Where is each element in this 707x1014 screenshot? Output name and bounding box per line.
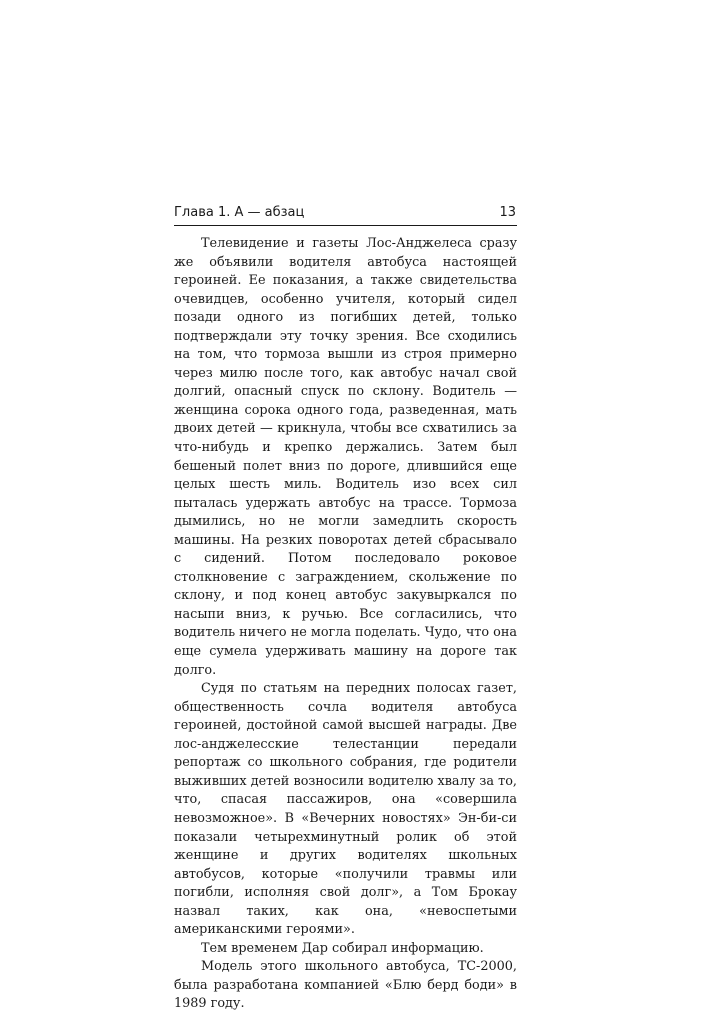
paragraph: Тем временем Дар собирал информацию. [201, 940, 484, 956]
running-header [174, 203, 517, 226]
paragraph: Судя по статьям на передних полосах газет, общественность сочла водителя автобуса героиней, достойной самой высшей награды. Две лос-анджелесские телестанции передали репортаж со школьного собрания, где родители выживших детей возносили водителю хвалу за то, что, спасая пассажиров, она «совершила невозможное». В «Вечерних новостях» Эн-би-си показали четырехминутный ролик об этой женщине и других водителях школьных автобусов, которые «получили травмы или погибли, исполняя свой долг», а Том Брокау назвал таких, как она, «невоспетыми американскими героями». [174, 681, 517, 938]
page-number: 13 [499, 205, 516, 220]
paragraph: Телевидение и газеты Лос-Анджелеса сразу же объявили водителя автобуса настоящей героиней. Ее показания, а также свидетельства очевидцев, особенно учителя, который сидел позади одного из погибших детей, только подтверждали эту точку зрения. Все сходились на том, что тормоза вышли из строя примерно через милю после того, как автобус начал свой долгий, опасный спуск по склону. Водитель — женщина сорока одного года, разведенная, мать двоих детей — крикнула, чтобы все схватились за что-нибудь и крепко держались. Затем был бешеный полет вниз по дороге, длившийся еще целых шесть миль. Водитель изо всех сил пыталась удержать автобус на трассе. Тормоза дымились, но не могли замедлить скорость машины. На резких поворотах детей сбрасывало с сидений. Потом последовало роковое столкновение с заграждением, скольжение по склону, и под конец автобус закувыркался по насыпи вниз, к ручью. Все согласились, что водитель ничего не могла поделать. Чудо, что она еще сумела удерживать машину на дороге так долго. [174, 236, 518, 678]
body-text [174, 235, 517, 1014]
paragraph: Модель этого школьного автобуса, ТС-2000, была разработана компанией «Блю берд боди» в 1989 году. [174, 959, 517, 1012]
chapter-title: Глава 1. А — абзац [174, 205, 305, 220]
